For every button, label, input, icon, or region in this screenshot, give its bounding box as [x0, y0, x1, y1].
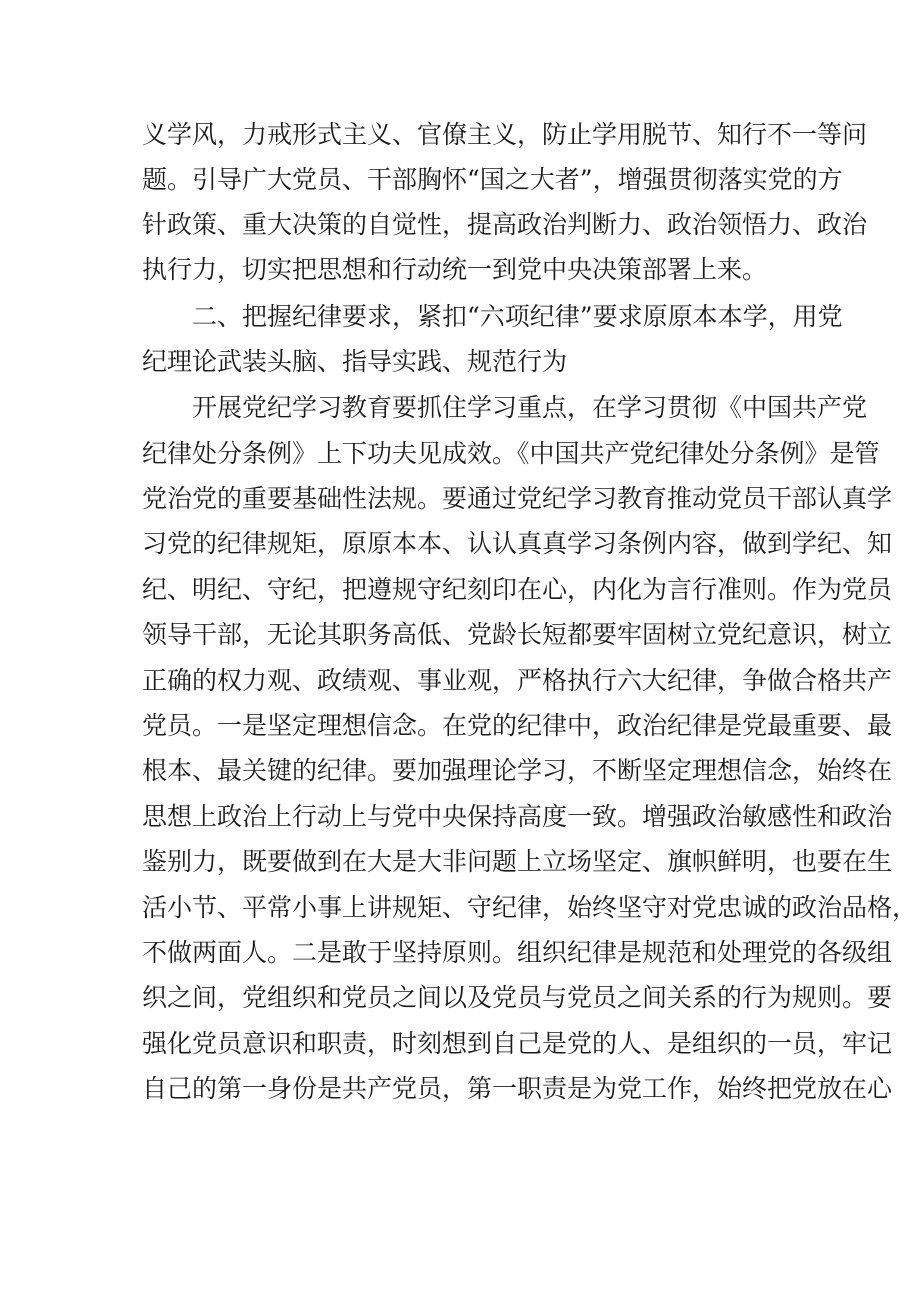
text-line: 执行力，切实把思想和行动统一到党中央决策部署上来。: [142, 255, 768, 284]
text-line: 开展党纪学习教育要抓住学习重点，在学习贯彻《中国共产党: [192, 393, 868, 422]
text-line: 党员。一是坚定理想信念。在党的纪律中，政治纪律是党最重要、最: [142, 711, 893, 740]
text-line: 自己的第一身份是共产党员，第一职责是为党工作，始终把党放在心: [142, 1074, 893, 1103]
text-line: 义学风，力戒形式主义、官僚主义，防止学用脱节、知行不一等问: [142, 120, 868, 149]
text-line: 习党的纪律规矩，原原本本、认认真真学习条例内容，做到学纪、知: [142, 529, 893, 558]
text-line: 根本、最关键的纪律。要加强理论学习，不断坚定理想信念，始终在: [142, 756, 893, 785]
section-heading-line: 纪理论武装头脑、指导实践、规范行为: [142, 347, 568, 376]
text-line: 不做两面人。二是敢于坚持原则。组织纪律是规范和处理党的各级组: [142, 938, 893, 967]
text-line: 党治党的重要基础性法规。要通过党纪学习教育推动党员干部认真学: [142, 484, 893, 513]
text-line: 鉴别力，既要做到在大是大非问题上立场坚定、旗帜鲜明，也要在生: [142, 847, 893, 876]
text-line: 纪、明纪、守纪，把遵规守纪刻印在心，内化为言行准则。作为党员: [142, 575, 893, 604]
text-line: 思想上政治上行动上与党中央保持高度一致。增强政治敏感性和政治: [142, 802, 893, 831]
text-line: 针政策、重大决策的自觉性，提高政治判断力、政治领悟力、政治: [142, 210, 868, 239]
text-line: 领导干部，无论其职务高低、党龄长短都要牢固树立党纪意识，树立: [142, 620, 893, 649]
text-line: 织之间，党组织和党员之间以及党员与党员之间关系的行为规则。要: [142, 983, 893, 1012]
text-line: 纪律处分条例》上下功夫见成效。《中国共产党纪律处分条例》是管: [142, 439, 880, 468]
text-line: 活小节、平常小事上讲规矩、守纪律，始终坚守对党忠诚的政治品格，: [142, 893, 918, 922]
text-line: 题。引导广大党员、干部胸怀“国之大者”，增强贯彻落实党的方: [142, 165, 843, 194]
section-heading-line: 二、把握纪律要求，紧扣“六项纪律”要求原原本本学，用党: [192, 302, 843, 331]
text-line: 正确的权力观、政绩观、事业观，严格执行六大纪律，争做合格共产: [142, 666, 893, 695]
text-line: 强化党员意识和职责，时刻想到自己是党的人、是组织的一员，牢记: [142, 1029, 893, 1058]
